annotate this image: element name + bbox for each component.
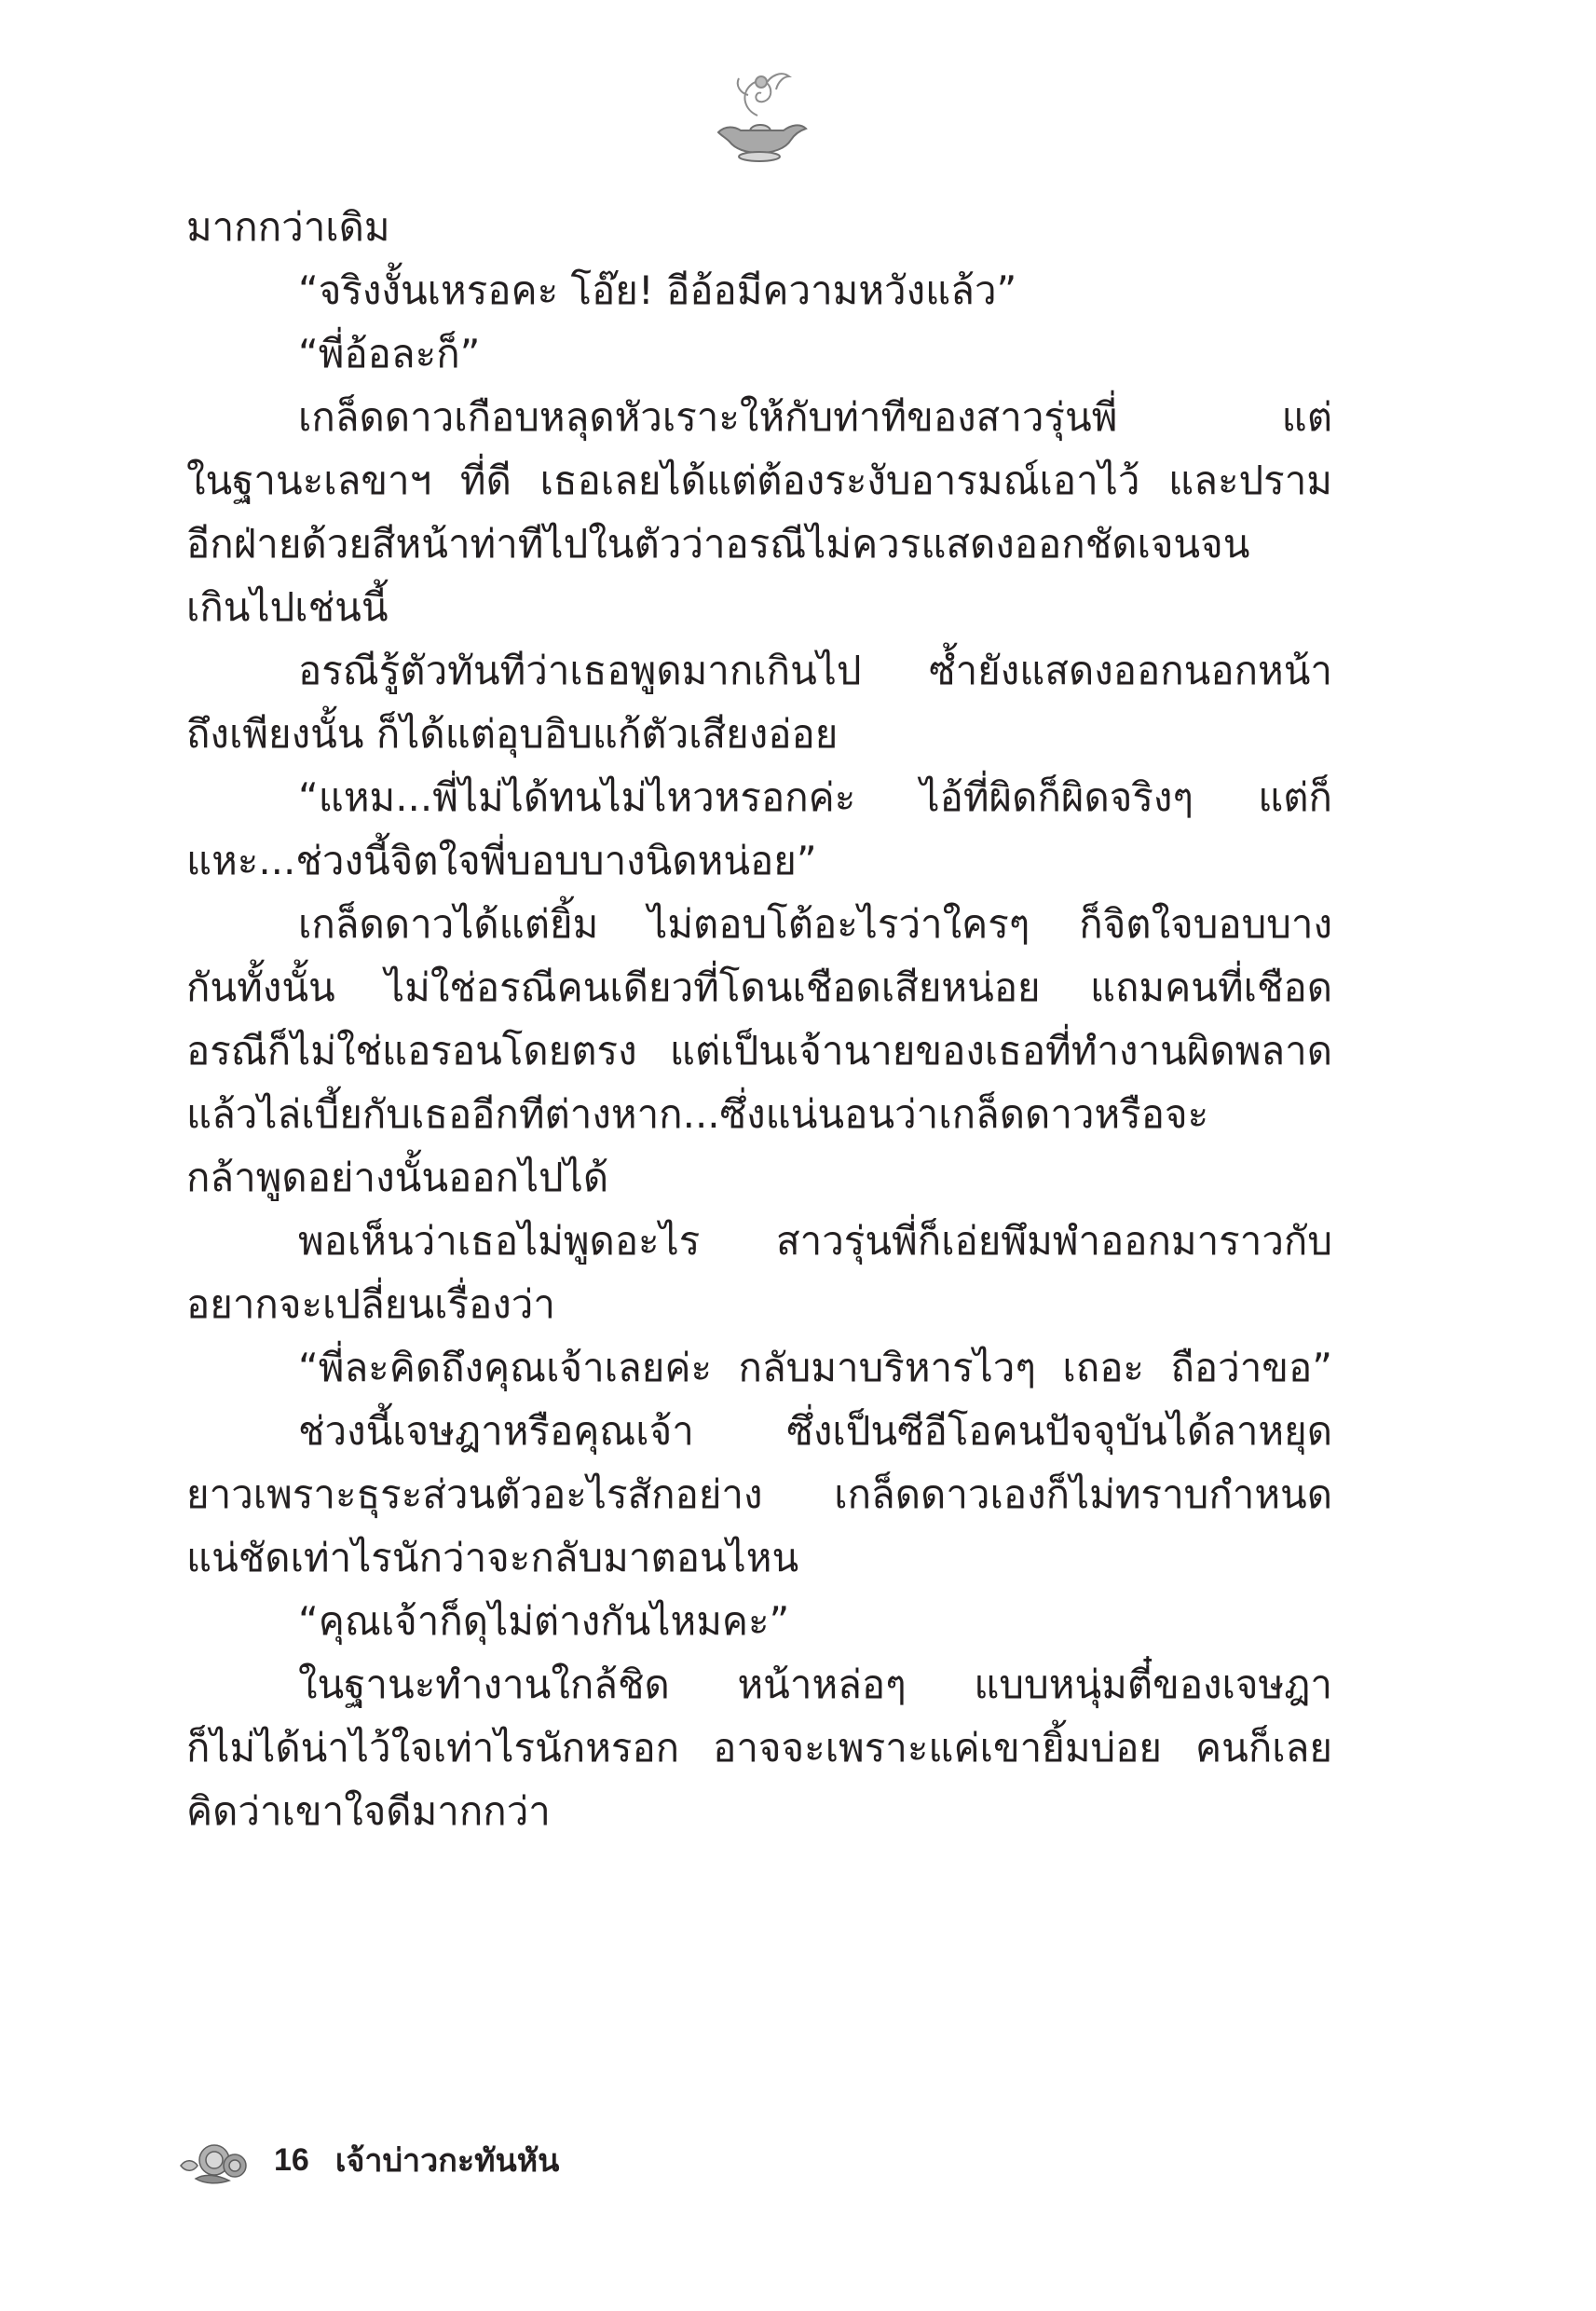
text-line: คิดว่าเขาใจดีมากกว่า bbox=[186, 1788, 551, 1834]
text-line: พอเห็นว่าเธอไม่พูดอะไร สาวรุ่นพี่ก็เอ่ยพึมพำออกมาราวกับ bbox=[298, 1218, 1332, 1264]
text-line: “พี่ละคิดถึงคุณเจ้าเลยค่ะ กลับมาบริหารไวๆ เถอะ ถือว่าขอ” bbox=[298, 1345, 1332, 1390]
text-line: ช่วงนี้เจษฎาหรือคุณเจ้า ซึ่งเป็นซีอีโอคนปัจจุบันได้ลาหยุด bbox=[298, 1408, 1332, 1454]
text-line: อรณีรู้ตัวทันทีว่าเธอพูดมากเกินไป ซ้ำยังแสดงออกนอกหน้า bbox=[298, 648, 1332, 693]
text-line: “คุณเจ้าก็ดุไม่ต่างกันไหมคะ” bbox=[298, 1598, 790, 1644]
page-number: 16 bbox=[274, 2141, 309, 2178]
text-line: อยากจะเปลี่ยนเรื่องว่า bbox=[186, 1281, 555, 1327]
text-line: อรณีก็ไม่ใช่แอรอนโดยตรง แต่เป็นเจ้านายของเธอที่ทำงานผิดพลาด bbox=[186, 1028, 1332, 1073]
text-line: แหะ...ช่วงนี้จิตใจพี่บอบบางนิดหน่อย” bbox=[186, 838, 817, 883]
text-line: “พี่อ้อละก็” bbox=[298, 331, 481, 376]
genie-lamp-icon bbox=[703, 58, 815, 170]
text-line: ถึงเพียงนั้น ก็ได้แต่อุบอิบแก้ตัวเสียงอ่อย bbox=[186, 711, 839, 757]
text-line: แน่ชัดเท่าไรนักว่าจะกลับมาตอนไหน bbox=[186, 1535, 799, 1580]
text-line: “แหม...พี่ไม่ได้ทนไม่ไหวหรอกค่ะ ไอ้ที่ผิดก็ผิดจริงๆ แต่ก็ bbox=[298, 774, 1332, 820]
text-line: ก็ไม่ได้น่าไว้ใจเท่าไรนักหรอก อาจจะเพราะแค่เขายิ้มบ่อย คนก็เลย bbox=[186, 1725, 1332, 1771]
page-footer bbox=[177, 2127, 559, 2193]
text-line: ในฐานะเลขาฯ ที่ดี เธอเลยได้แต่ต้องระงับอารมณ์เอาไว้ และปราม bbox=[186, 458, 1332, 503]
text-line: ในฐานะทำงานใกล้ชิด หน้าหล่อๆ แบบหนุ่มตี๋ของเจษฎา bbox=[298, 1661, 1332, 1707]
text-line: ยาวเพราะธุระส่วนตัวอะไรสักอย่าง เกล็ดดาวเองก็ไม่ทราบกำหนด bbox=[186, 1471, 1332, 1517]
body-text bbox=[186, 196, 1332, 1843]
text-line: เกินไปเช่นนี้ bbox=[186, 584, 389, 630]
flower-ornament-icon bbox=[177, 2132, 250, 2188]
text-line: เกล็ดดาวได้แต่ยิ้ม ไม่ตอบโต้อะไรว่าใครๆ ก็จิตใจบอบบาง bbox=[298, 901, 1332, 947]
text-line: มากกว่าเดิม bbox=[186, 204, 390, 250]
text-line: กล้าพูดอย่างนั้นออกไปได้ bbox=[186, 1155, 609, 1200]
text-line: “จริงงั้นเหรอคะ โอ๊ย! อีอ้อมีความหวังแล้ว” bbox=[298, 267, 1017, 313]
book-title: เจ้าบ่าวกะทันหัน bbox=[334, 2142, 560, 2180]
text-line: กันทั้งนั้น ไม่ใช่อรณีคนเดียวที่โดนเชือดเสียหน่อย แถมคนที่เชือด bbox=[186, 964, 1332, 1010]
text-line: อีกฝ่ายด้วยสีหน้าท่าทีไปในตัวว่าอรณีไม่ควรแสดงออกชัดเจนจน bbox=[186, 521, 1250, 567]
text-line: เกล็ดดาวเกือบหลุดหัวเราะให้กับท่าทีของสาวรุ่นพี่ แต่ bbox=[298, 394, 1332, 440]
text-line: แล้วไล่เบี้ยกับเธออีกทีต่างหาก...ซึ่งแน่นอนว่าเกล็ดดาวหรือจะ bbox=[186, 1091, 1209, 1137]
